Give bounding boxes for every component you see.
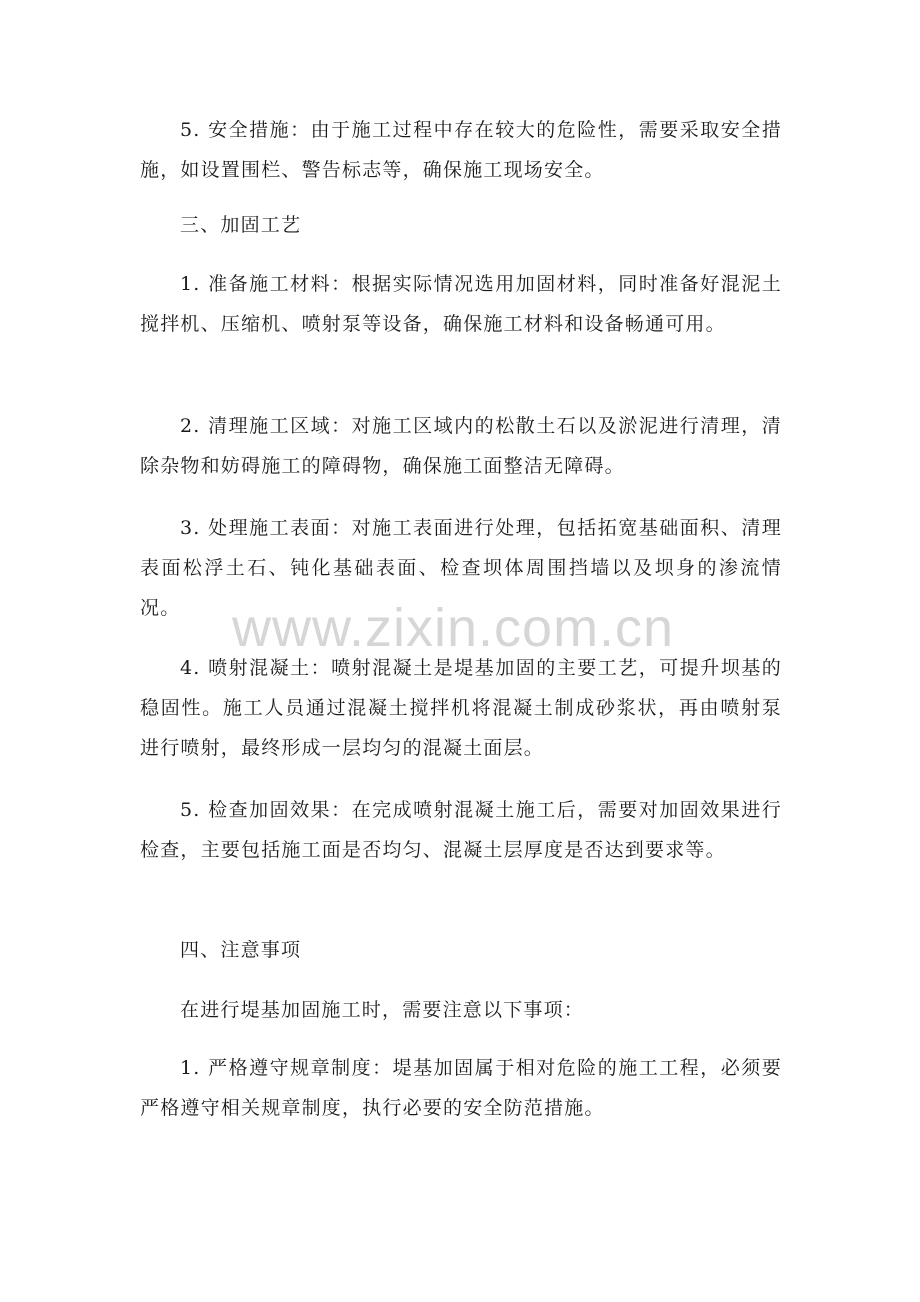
- paragraph-safety-measures: 5. 安全措施：由于施工过程中存在较大的危险性，需要采取安全措施，如设置围栏、警告标志等，确保施工现场安全。: [140, 119, 782, 181]
- paragraph-treat-surface: 3. 处理施工表面：对施工表面进行处理，包括拓宽基础面积、清理表面松浮土石、钝化基础表面、检查坝体周围挡墙以及坝身的渗流情况。: [140, 517, 782, 619]
- paragraph-prepare-materials: 1. 准备施工材料：根据实际情况选用加固材料，同时准备好混泥土搅拌机、压缩机、喷射泵等设备，确保施工材料和设备畅通可用。: [140, 273, 782, 335]
- section-heading-precautions: 四、注意事项: [180, 939, 302, 961]
- paragraph-check-effect: 5. 检查加固效果：在完成喷射混凝土施工后，需要对加固效果进行检查，主要包括施工面是否均匀、混凝土层厚度是否达到要求等。: [140, 799, 782, 861]
- watermark: www.zixin.com.cn: [232, 598, 675, 658]
- paragraph-follow-regulations: 1. 严格遵守规章制度：堤基加固属于相对危险的施工工程，必须要严格遵守相关规章制度，执行必要的安全防范措施。: [140, 1057, 782, 1119]
- paragraph-clean-area: 2. 清理施工区域：对施工区域内的松散土石以及淤泥进行清理，清除杂物和妨碍施工的障碍物，确保施工面整洁无障碍。: [140, 415, 782, 477]
- paragraph-spray-concrete: 4. 喷射混凝土：喷射混凝土是堤基加固的主要工艺，可提升坝基的稳固性。施工人员通过混凝土搅拌机将混凝土制成砂浆状，再由喷射泵进行喷射，最终形成一层均匀的混凝土面层。: [140, 657, 782, 759]
- paragraph-precautions-intro: 在进行堤基加固施工时，需要注意以下事项：: [180, 999, 585, 1021]
- section-heading-reinforcement-process: 三、加固工艺: [180, 214, 302, 236]
